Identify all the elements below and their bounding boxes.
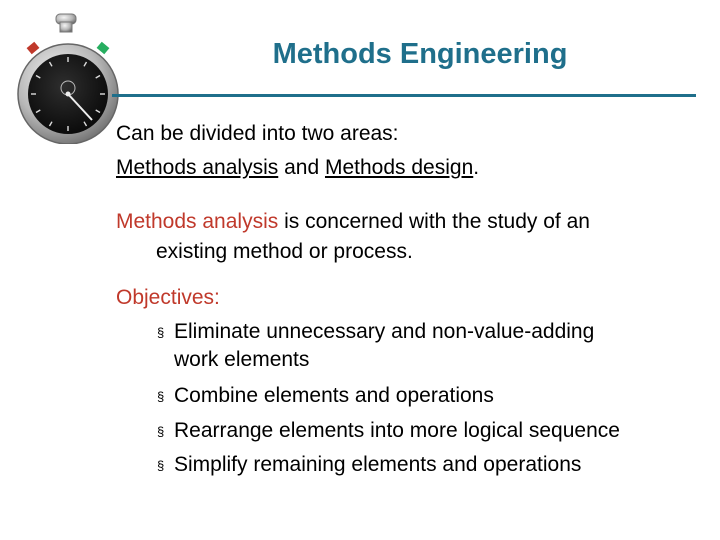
slide-title: Methods Engineering: [272, 38, 568, 70]
bullet-icon: §: [157, 389, 165, 404]
methods-design-term: Methods design: [324, 156, 474, 179]
stopwatch-icon: [14, 8, 126, 144]
intro-line: Can be divided into two areas:: [116, 122, 399, 145]
methods-analysis-term: Methods analysis: [116, 156, 279, 179]
definition-text: is concerned with the study of an: [284, 210, 590, 233]
definition-line: [116, 210, 590, 234]
bullet-icon: §: [157, 325, 165, 340]
period-text: .: [473, 156, 480, 179]
intro-areas-line: [116, 156, 479, 180]
title-divider: [112, 94, 696, 97]
and-text: and: [284, 156, 320, 179]
objective-item-1: Eliminate unnecessary and non-value-adding: [174, 320, 595, 343]
bullet-icon: §: [157, 424, 165, 439]
objectives-heading: Objectives:: [116, 286, 220, 309]
definition-term: Methods analysis: [116, 210, 279, 233]
objective-item-4: Simplify remaining elements and operations: [174, 453, 582, 476]
objective-item-2: Combine elements and operations: [174, 384, 494, 407]
bullet-icon: §: [157, 458, 165, 473]
definition-continuation: existing method or process.: [156, 240, 413, 263]
objective-item-3: Rearrange elements into more logical sequence: [174, 419, 620, 442]
objective-item-1-continuation: work elements: [174, 348, 310, 371]
